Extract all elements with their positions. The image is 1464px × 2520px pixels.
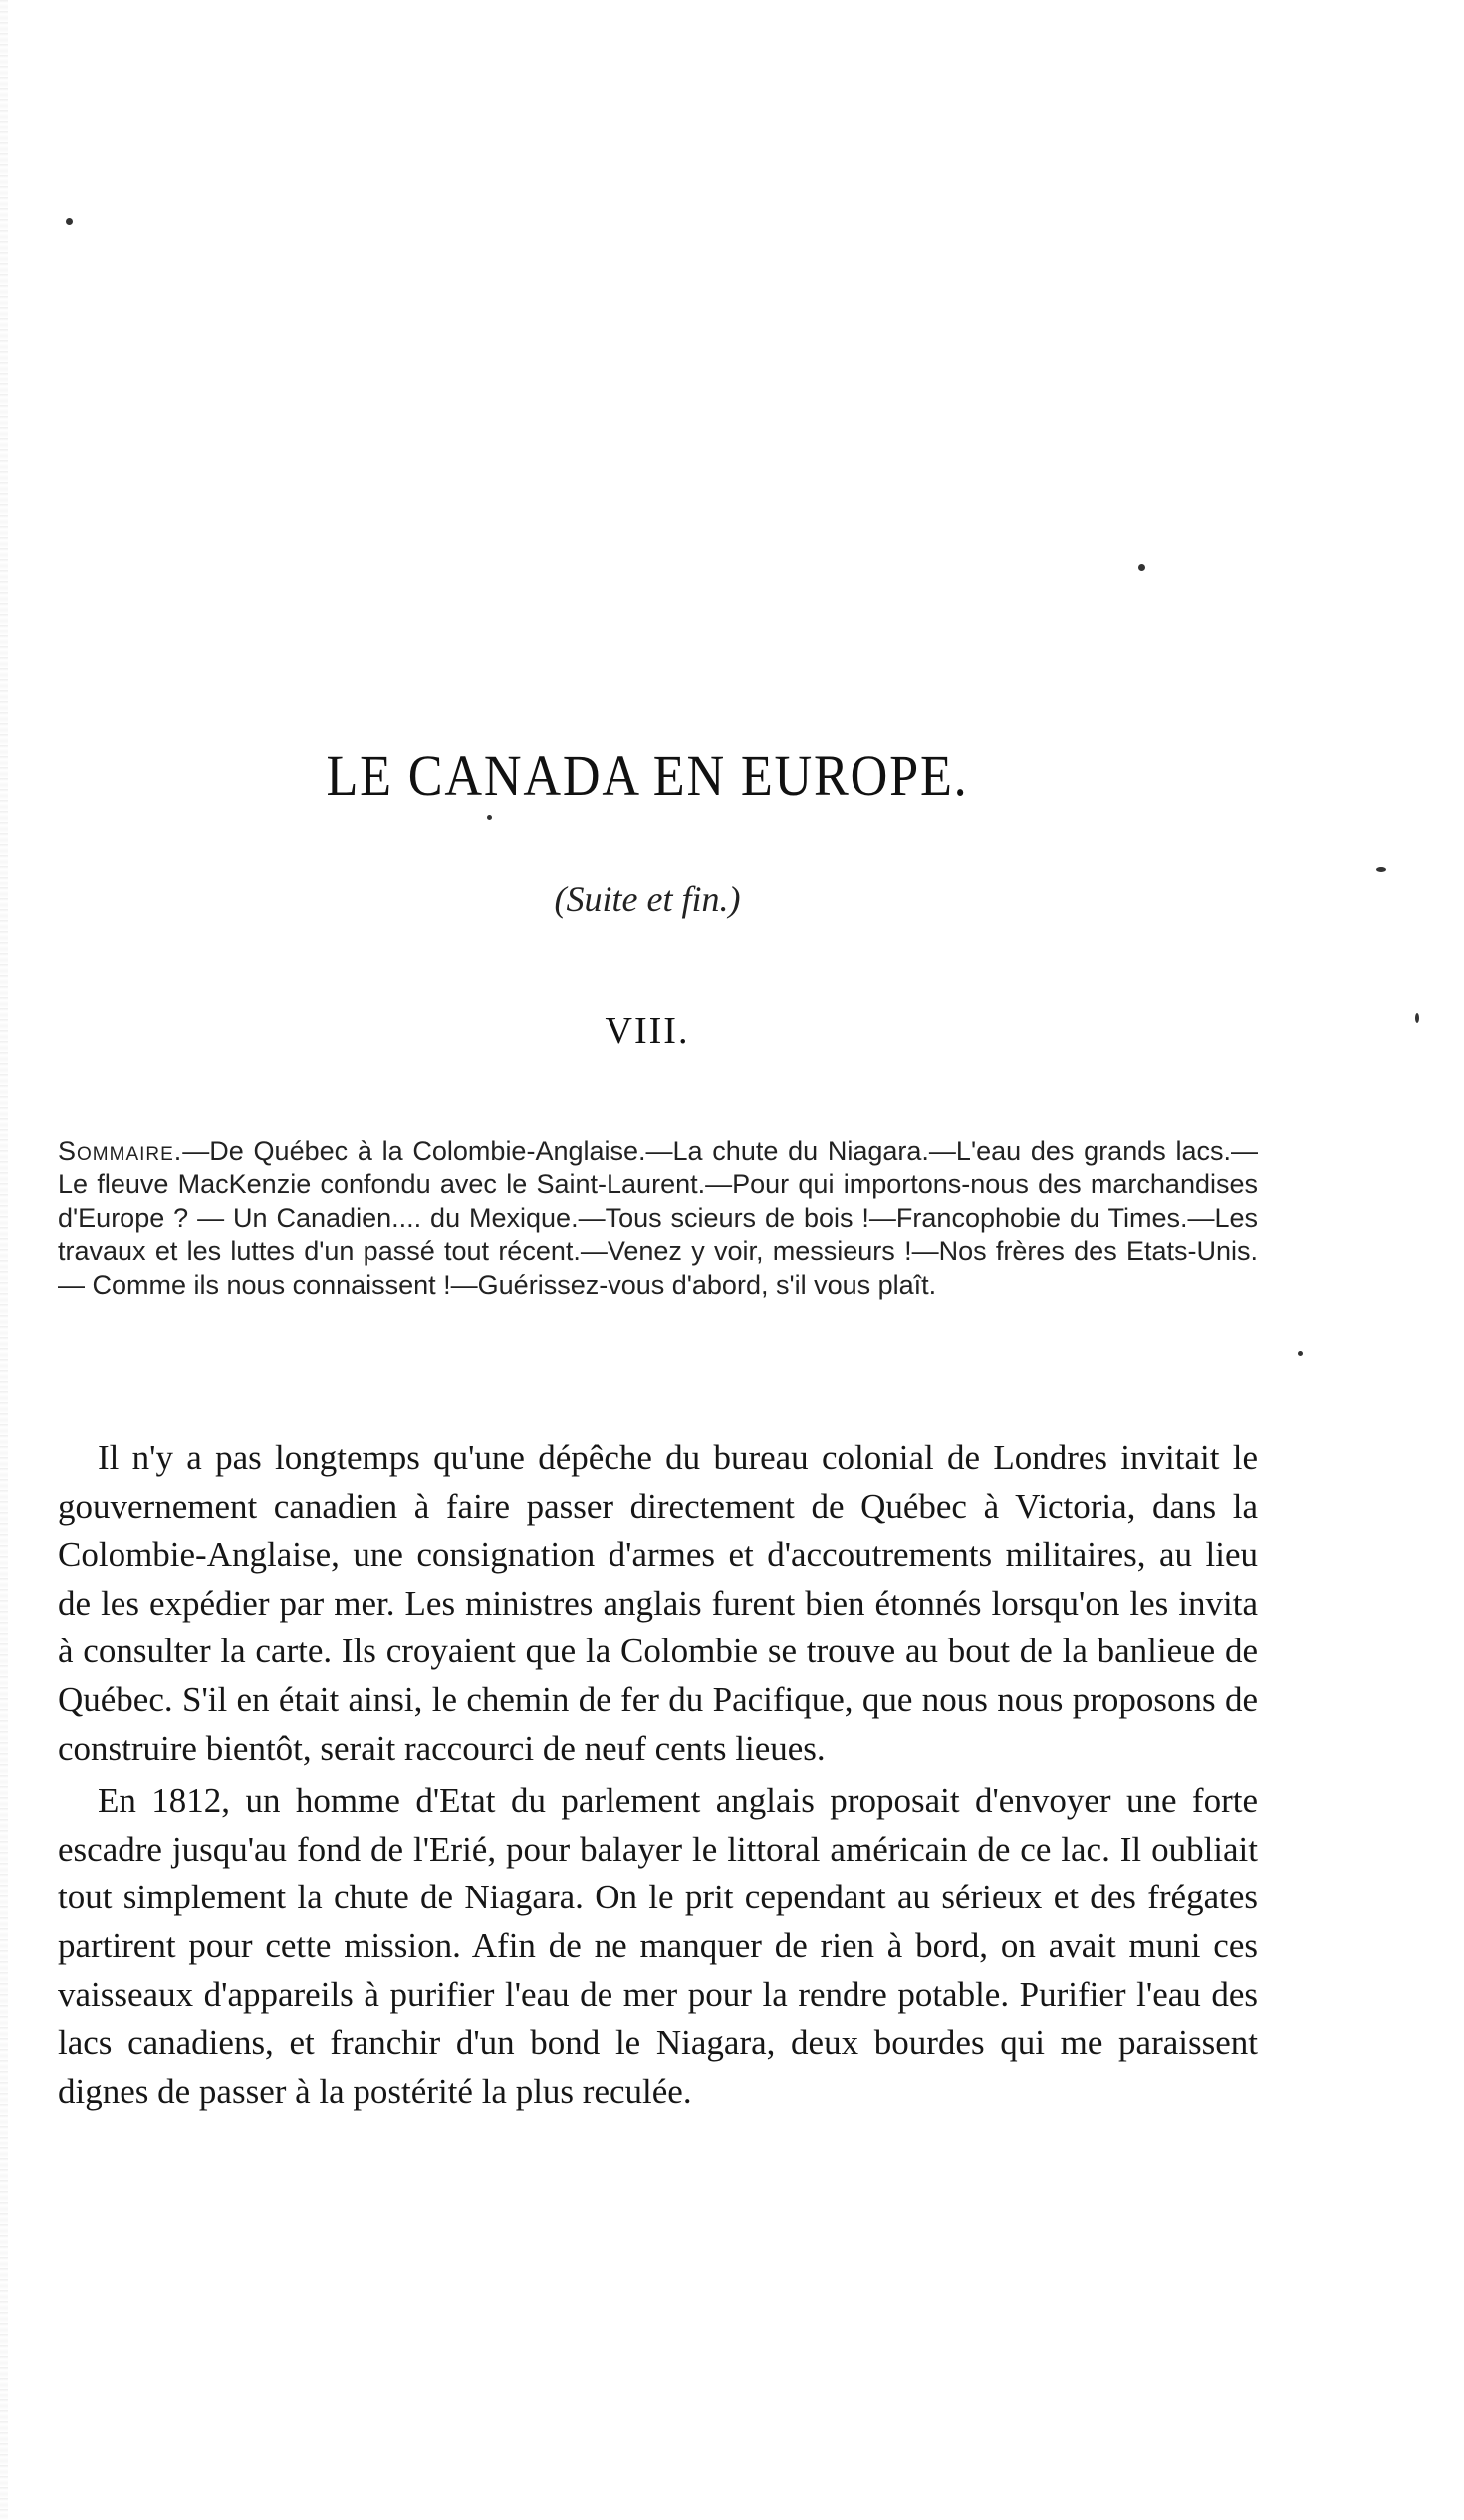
body-text [58, 1434, 1258, 2120]
summary-block [58, 1135, 1258, 1302]
paragraph: En 1812, un homme d'Etat du parlement anglais proposait d'envoyer une forte escadre jusqu'au fond de l'Erié, pour balayer le littoral américain de ce lac. Il oubliait tout simplement la chute de Niagara. On le prit cependant au sérieux et des frégates partirent pour cette mission. Afin de ne manquer de rien à bord, on avait muni ces vaisseaux d'appareils à purifier l'eau de mer pour la rendre potable. Purifier l'eau des lacs canadiens, et franchir d'un bond le Niagara, deux bourdes qui me paraissent dignes de passer à la postérité la plus reculée. [58, 1781, 1258, 2111]
scan-speck [1138, 564, 1145, 571]
chapter-title: LE CANADA EN EUROPE. [326, 743, 969, 808]
paragraph: Il n'y a pas longtemps qu'une dépêche du bureau colonial de Londres invitait le gouvernement canadien à faire passer directement de Québec à Victoria, dans la Colombie-Anglaise, une consignation d'armes et d'accoutrements militaires, au lieu de les expédier par mer. Les ministres anglais furent bien étonnés lorsqu'on les invita à consulter la carte. Ils croyaient que la Colombie se trouve au bout de la banlieue de Québec. S'il en était ainsi, le chemin de fer du Pacifique, que nous nous proposons de construire bientôt, serait raccourci de neuf cents lieues. [58, 1438, 1258, 1768]
scan-speck [487, 815, 492, 820]
scan-speck [66, 218, 73, 225]
scan-speck [1415, 1013, 1419, 1023]
page-edge-left [0, 0, 8, 2520]
section-number: VIII. [605, 1010, 690, 1052]
scan-speck [1376, 867, 1386, 872]
scan-speck [1298, 1351, 1303, 1356]
summary-label: Sommaire. [58, 1136, 183, 1166]
chapter-subtitle: (Suite et fin.) [554, 880, 741, 919]
summary-text: —De Québec à la Colombie-Anglaise.—La chute du Niagara.—L'eau des grands lacs.—Le fleuve MacKenzie confondu avec le Saint-Laurent.—Pour qui importons-nous des marchandises d'Europe ? — Un Canadien.... du Mexique.—Tous scieurs de bois !—Francophobie du Times.—Les travaux et les luttes d'un passé tout récent.—Venez y voir, messieurs !—Nos frères des Etats-Unis.— Comme ils nous connaissent !—Guérissez-vous d'abord, s'il vous plaît. [58, 1136, 1258, 1300]
